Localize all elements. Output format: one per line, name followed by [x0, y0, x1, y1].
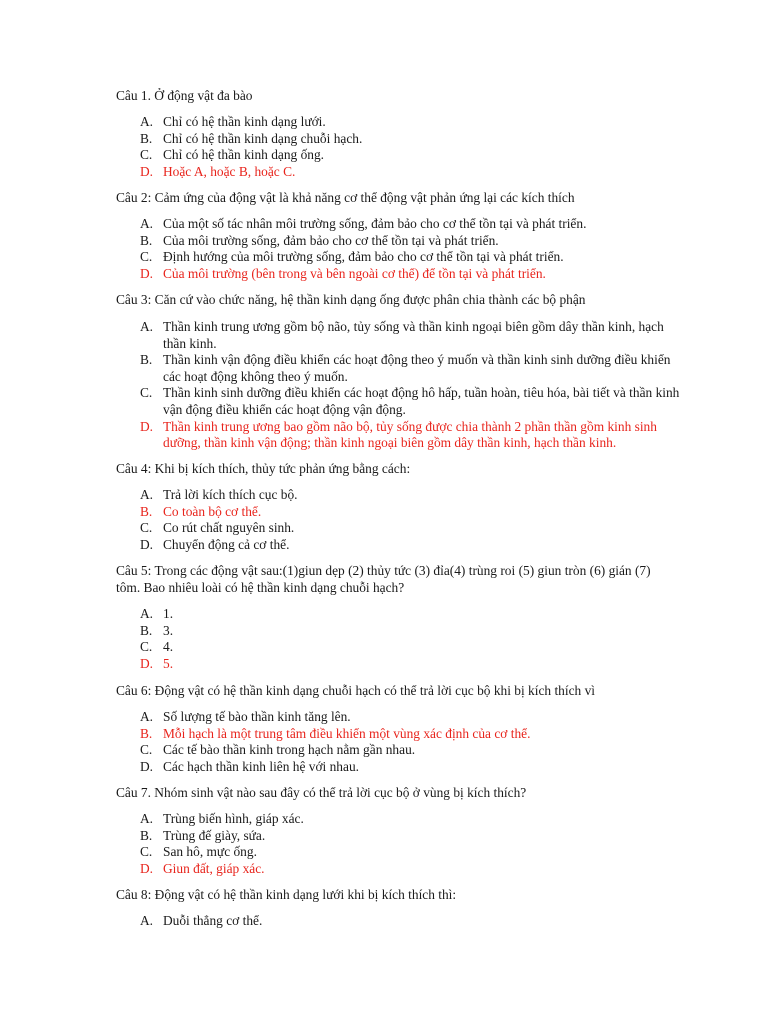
option-letter: C.: [140, 844, 153, 860]
option-letter: B.: [140, 827, 153, 843]
option-text: Chỉ có hệ thần kinh dạng chuỗi hạch.: [163, 130, 363, 146]
option-letter: B.: [140, 725, 153, 741]
option-text: Mỗi hạch là một trung tâm điều khiển một vùng xác định của cơ thể.: [163, 725, 531, 741]
options-list: [140, 606, 680, 672]
option-b: [140, 623, 680, 640]
option-text: Trùng biến hình, giáp xác.: [163, 811, 304, 826]
options-list: [140, 913, 680, 930]
option-text: Trùng đế giày, sứa.: [163, 827, 266, 843]
options-list: [140, 216, 680, 282]
option-b-correct: [140, 504, 680, 521]
option-letter: A.: [140, 319, 154, 334]
option-text: San hô, mực ống.: [163, 844, 257, 860]
question-text: Câu 5: Trong các động vật sau:(1)giun dẹp (2) thủy tức (3) đỉa(4) trùng roi (5) giun tròn (6) gián (7) tôm. Bao nhiêu loài có hệ thần kinh dạng chuỗi hạch?: [116, 563, 651, 595]
option-text: Duỗi thẳng cơ thể.: [163, 913, 263, 928]
question-text: Câu 2: Cảm ứng của động vật là khả năng cơ thể động vật phản ứng lại các kích thích: [116, 190, 575, 205]
question-text: Câu 4: Khi bị kích thích, thủy tức phản ứng bằng cách:: [116, 461, 411, 476]
option-text: Co rút chất nguyên sinh.: [163, 520, 295, 536]
option-text: Co toàn bộ cơ thể.: [163, 503, 262, 519]
option-b: [140, 828, 680, 845]
option-letter: C.: [140, 742, 153, 758]
option-text: Thần kinh sinh dưỡng điều khiển các hoạt động hô hấp, tuần hoàn, tiêu hóa, bài tiết và thần kinh vận động điều khiển các hoạt động vận động.: [163, 385, 680, 417]
option-letter: B.: [140, 352, 153, 368]
option-c: [140, 742, 680, 759]
options-list: [140, 487, 680, 553]
option-text: Của một số tác nhân môi trường sống, đảm bảo cho cơ thể tồn tại và phát triển.: [163, 216, 587, 231]
option-text: Giun đất, giáp xác.: [163, 860, 265, 876]
option-text: Của môi trường (bên trong và bên ngoài cơ thể) để tồn tại và phát triển.: [163, 265, 546, 281]
option-b: [140, 233, 680, 250]
option-b-correct: [140, 726, 680, 743]
option-letter: C.: [140, 249, 153, 265]
option-letter: A.: [140, 606, 154, 621]
question-text: Câu 3: Căn cứ vào chức năng, hệ thần kinh dạng ống được phân chia thành các bộ phận: [116, 292, 586, 307]
option-text: Định hướng của môi trường sống, đảm bảo cho cơ thể tồn tại và phát triển.: [163, 249, 564, 265]
option-a: [140, 216, 680, 233]
option-a: [140, 709, 680, 726]
option-letter: D.: [140, 418, 154, 434]
option-text: Chỉ có hệ thần kinh dạng lưới.: [163, 114, 326, 129]
option-letter: A.: [140, 811, 154, 826]
option-letter: D.: [140, 265, 154, 281]
option-c: [140, 147, 680, 164]
option-letter: C.: [140, 147, 153, 163]
question-text: Câu 6: Động vật có hệ thần kinh dạng chuỗi hạch có thể trả lời cục bộ khi bị kích thích vì: [116, 683, 595, 698]
option-letter: B.: [140, 622, 153, 638]
option-letter: B.: [140, 130, 153, 146]
option-b: [140, 352, 680, 385]
option-letter: B.: [140, 232, 153, 248]
option-text: Của môi trường sống, đảm bảo cho cơ thể tồn tại và phát triển.: [163, 232, 499, 248]
option-letter: A.: [140, 114, 154, 129]
option-letter: A.: [140, 487, 154, 502]
option-text: 5.: [163, 655, 174, 671]
options-list: [140, 114, 680, 180]
question-text: Câu 8: Động vật có hệ thần kinh dạng lưới khi bị kích thích thì:: [116, 887, 457, 902]
option-letter: A.: [140, 216, 154, 231]
option-c: [140, 844, 680, 861]
option-text: Các hạch thần kinh liên hệ với nhau.: [163, 758, 359, 774]
option-d: [140, 759, 680, 776]
option-d-correct: [140, 861, 680, 878]
option-letter: D.: [140, 758, 154, 774]
option-a: [140, 811, 680, 828]
option-letter: D.: [140, 536, 154, 552]
option-c: [140, 520, 680, 537]
option-text: Số lượng tế bào thần kinh tăng lên.: [163, 709, 351, 724]
option-a: [140, 487, 680, 504]
options-list: [140, 319, 680, 452]
option-a: [140, 913, 680, 930]
option-letter: D.: [140, 655, 154, 671]
option-text: Chuyển động cả cơ thể.: [163, 536, 290, 552]
option-letter: A.: [140, 709, 154, 724]
option-letter: D.: [140, 163, 154, 179]
option-letter: C.: [140, 639, 153, 655]
option-text: Thần kinh trung ương gồm bộ não, tủy sống và thần kinh ngoại biên gồm dây thần kinh, hạch thần kinh.: [163, 319, 664, 351]
option-text: Thần kinh trung ương bao gồm não bộ, tủy sống được chia thành 2 phần thần gồm kinh sinh dưỡng, thần kinh vận động; thần kinh ngoại biên gồm dây thần kinh, hạch thần kinh.: [163, 418, 657, 451]
option-a: [140, 319, 680, 352]
option-letter: B.: [140, 503, 153, 519]
option-d-correct: [140, 656, 680, 673]
option-a: [140, 606, 680, 623]
question-text: Câu 7. Nhóm sinh vật nào sau đây có thể trả lời cục bộ ở vùng bị kích thích?: [116, 785, 527, 800]
option-text: Trả lời kích thích cục bộ.: [163, 487, 298, 502]
option-d-correct: [140, 419, 680, 452]
option-text: Chỉ có hệ thần kinh dạng ống.: [163, 147, 325, 163]
option-c: [140, 385, 680, 418]
option-text: Thần kinh vận động điều khiển các hoạt động theo ý muốn và thần kinh sinh dưỡng điều khiển các hoạt động không theo ý muốn.: [163, 352, 671, 384]
question-text: Câu 1. Ở động vật đa bào: [116, 88, 253, 103]
option-d-correct: [140, 164, 680, 181]
options-list: [140, 709, 680, 775]
option-letter: D.: [140, 860, 154, 876]
option-d-correct: [140, 266, 680, 283]
option-text: 1.: [163, 606, 174, 621]
option-c: [140, 249, 680, 266]
option-text: 3.: [163, 622, 174, 638]
option-letter: C.: [140, 520, 153, 536]
options-list: [140, 811, 680, 877]
option-letter: A.: [140, 913, 154, 928]
option-text: Hoặc A, hoặc B, hoặc C.: [163, 163, 296, 179]
option-c: [140, 639, 680, 656]
option-d: [140, 537, 680, 554]
option-a: [140, 114, 680, 131]
option-text: Các tế bào thần kinh trong hạch nằm gần nhau.: [163, 742, 416, 758]
option-letter: C.: [140, 385, 153, 401]
option-b: [140, 131, 680, 148]
option-text: 4.: [163, 639, 174, 655]
